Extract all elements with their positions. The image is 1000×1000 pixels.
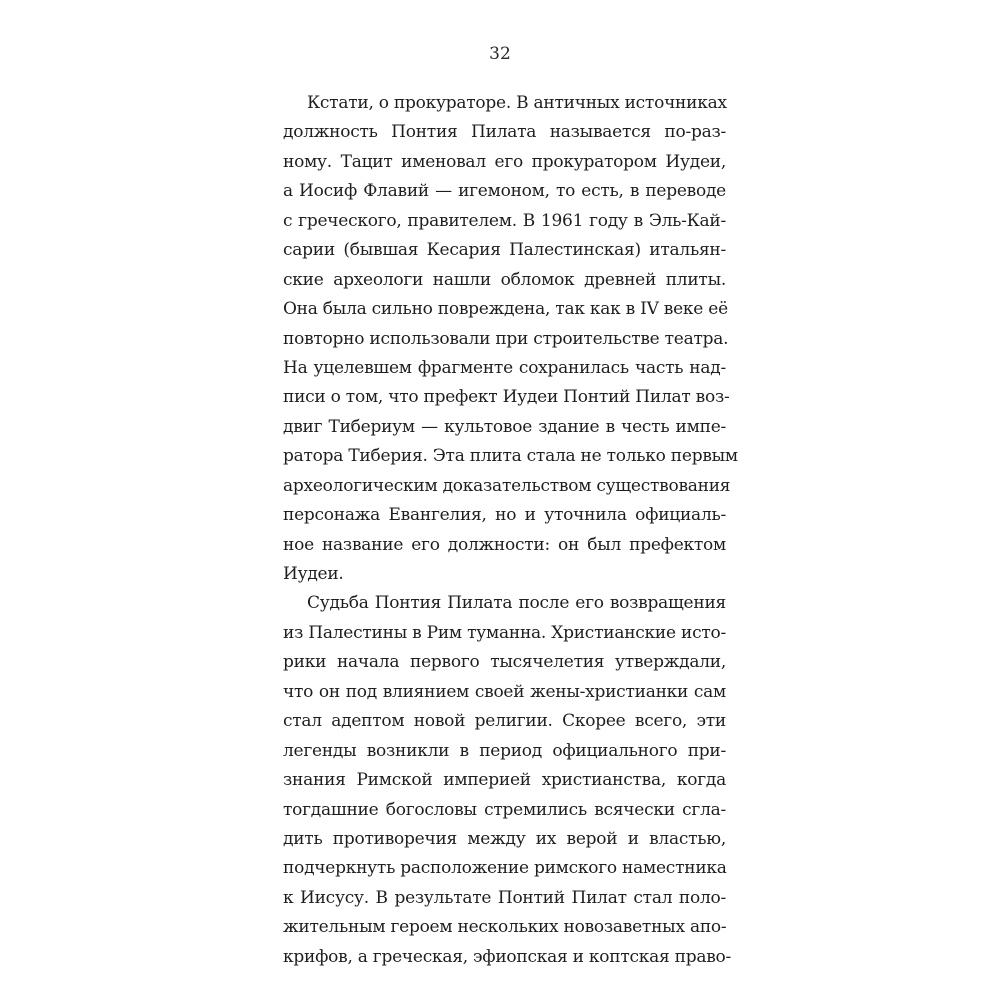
text-line: подчеркнуть расположение римского наместника xyxy=(283,858,727,879)
text-line: писи о том, что префект Иудеи Понтий Пилат воз- xyxy=(283,387,730,408)
text-line: ратора Тиберия. Эта плита стала не только первым xyxy=(283,446,738,467)
text-line: дить противоречия между их верой и властью, xyxy=(283,828,726,849)
text-line: ному. Тацит именовал его прокуратором Иудеи, xyxy=(283,151,726,172)
paragraph-pilate-fate xyxy=(283,589,732,972)
text-line: ное название его должности: он был префектом xyxy=(283,534,726,555)
text-line: повторно использовали при строительстве театра. xyxy=(283,328,729,349)
text-line: двиг Тибериум — культовое здание в честь импе- xyxy=(283,416,726,437)
body-text xyxy=(283,89,738,972)
text-line: с греческого, правителем. В 1961 году в Эль-Кай- xyxy=(283,210,726,231)
text-line: из Палестины в Рим туманна. Христианские исто- xyxy=(283,622,726,643)
text-line: археологическим доказательством существования xyxy=(283,475,731,496)
text-line: должность Понтия Пилата называется по-раз- xyxy=(283,122,726,143)
text-line: На уцелевшем фрагменте сохранилась часть над- xyxy=(283,357,726,378)
text-line: Судьба Понтия Пилата после его возвращения xyxy=(307,593,726,614)
text-line: Иудеи. xyxy=(283,564,344,584)
text-line: рики начала первого тысячелетия утверждали, xyxy=(283,652,726,673)
text-line: ские археологи нашли обломок древней плиты. xyxy=(283,269,726,290)
text-line: к Иисусу. В результате Понтий Пилат стал поло- xyxy=(283,887,726,908)
text-line: тогдашние богословы стремились всячески сгла- xyxy=(283,799,726,820)
text-line: что он под влиянием своей жены-христианки сам xyxy=(283,681,726,702)
text-line: знания Римской империей христианства, когда xyxy=(283,770,726,791)
text-line: сарии (бывшая Кесария Палестинская) итальян- xyxy=(283,240,726,261)
text-line: крифов, а греческая, эфиопская и коптская право- xyxy=(283,946,732,967)
page-number: 32 xyxy=(489,44,511,64)
text-line: персонажа Евангелия, но и уточнила официаль- xyxy=(283,505,726,526)
text-line: Она была сильно повреждена, так как в IV веке её xyxy=(283,299,728,320)
text-line: а Иосиф Флавий — игемоном, то есть, в переводе xyxy=(283,181,726,202)
text-line: стал адептом новой религии. Скорее всего, эти xyxy=(283,711,726,732)
text-line: легенды возникли в период официального при- xyxy=(283,740,726,761)
text-line: Кстати, о прокураторе. В античных источниках xyxy=(307,93,727,113)
paragraph-prefect-inscription xyxy=(283,89,738,589)
text-line: жительным героем нескольких новозаветных апо- xyxy=(283,917,727,938)
